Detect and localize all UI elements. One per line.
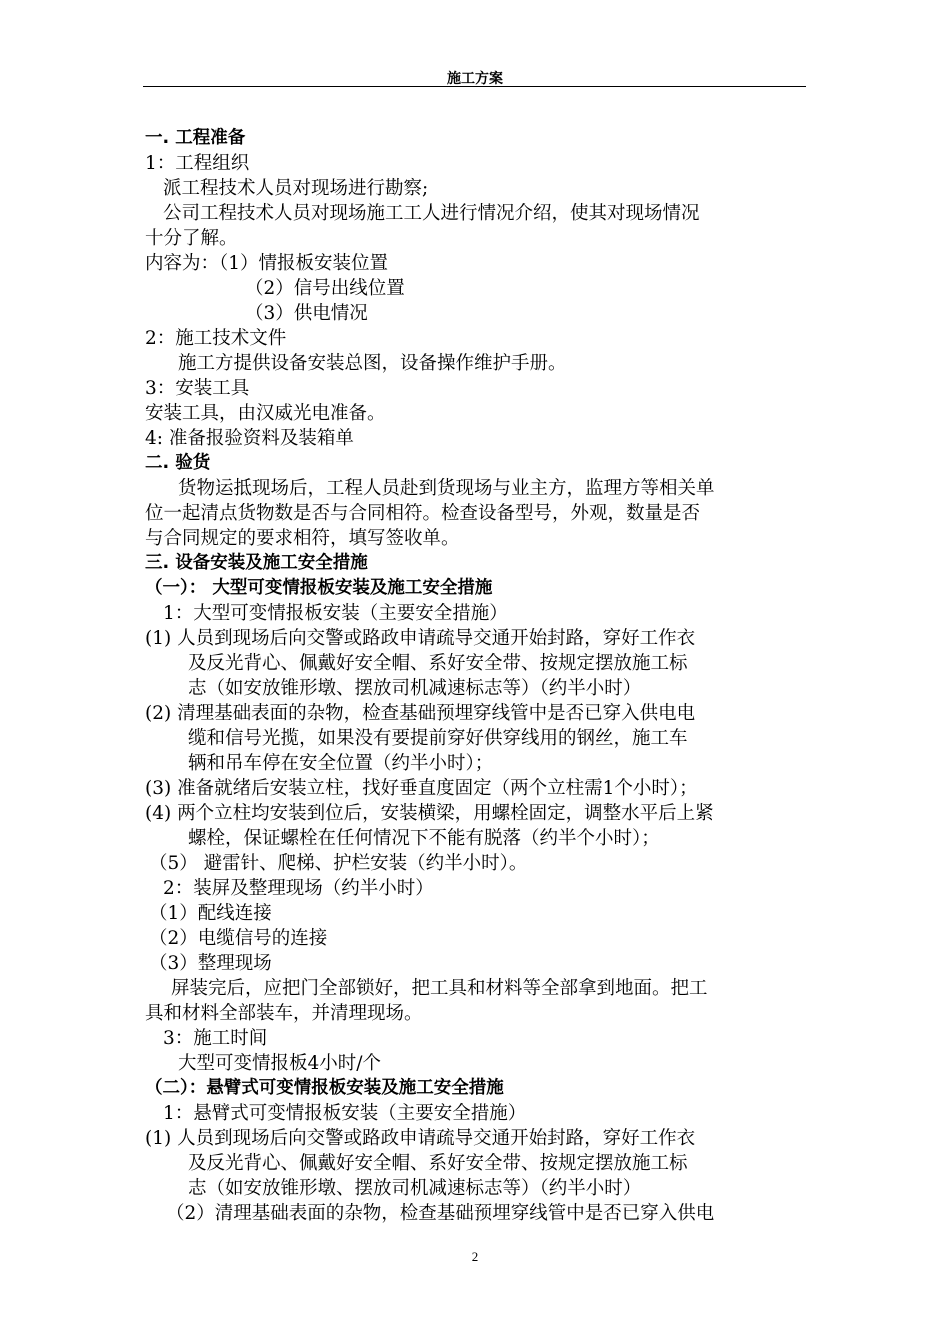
text-line: (3) 准备就绪后安装立柱，找好垂直度固定（两个立柱需1个小时）； (145, 778, 698, 799)
header-rule (143, 86, 806, 87)
text-line: 4: 准备报验资料及装箱单 (145, 428, 354, 449)
text-line: 及反光背心、佩戴好安全帽、系好安全带、按规定摆放施工标 (188, 1153, 688, 1174)
text-line: （1）配线连接 (149, 903, 272, 924)
text-line: 屏装完后，应把门全部锁好，把工具和材料等全部拿到地面。把工 (171, 978, 708, 999)
text-line: 志（如安放锥形墩、摆放司机减速标志等）（约半小时） (188, 1178, 642, 1199)
text-line: 具和材料全部装车，并清理现场。 (145, 1003, 423, 1024)
text-line: （5） 避雷针、爬梯、护栏安装（约半小时）。 (149, 853, 528, 874)
section-heading: （二）：悬臂式可变情报板安装及施工安全措施 (145, 1078, 504, 1098)
document-body (145, 126, 810, 1226)
text-line: 2：施工技术文件 (145, 328, 287, 349)
text-line: 大型可变情报板4小时/个 (178, 1053, 382, 1074)
text-line: 2：装屏及整理现场（约半小时） (163, 878, 434, 899)
header-title: 施工方案 (447, 71, 503, 87)
section-heading: 三. 设备安装及施工安全措施 (145, 553, 368, 573)
text-line: 3：施工时间 (163, 1028, 268, 1049)
section-heading: 一. 工程准备 (145, 128, 246, 148)
text-line: 公司工程技术人员对现场施工工人进行情况介绍，使其对现场情况 (163, 203, 700, 224)
text-line: 货物运抵现场后，工程人员赴到货现场与业主方，监理方等相关单 (178, 478, 715, 499)
text-line: 施工方提供设备安装总图，设备操作维护手册。 (178, 353, 567, 374)
text-line: 派工程技术人员对现场进行勘察; (163, 178, 429, 199)
text-line: 位一起清点货物数是否与合同相符。检查设备型号，外观，数量是否 (145, 503, 701, 524)
text-line: 内容为：（1）情报板安装位置 (145, 253, 389, 274)
text-line: 与合同规定的要求相符，填写签收单。 (145, 528, 460, 549)
text-line: （3）供电情况 (245, 303, 368, 324)
text-line: 1：工程组织 (145, 153, 250, 174)
text-line: (1) 人员到现场后向交警或路政申请疏导交通开始封路，穿好工作衣 (145, 1128, 696, 1149)
text-line: (1) 人员到现场后向交警或路政申请疏导交通开始封路，穿好工作衣 (145, 628, 696, 649)
text-line: 缆和信号光揽，如果没有要提前穿好供穿线用的钢丝，施工车 (188, 728, 688, 749)
section-heading: 二. 验货 (145, 453, 211, 473)
text-line: 3：安装工具 (145, 378, 250, 399)
text-line: (2) 清理基础表面的杂物，检查基础预埋穿线管中是否已穿入供电电 (145, 703, 696, 724)
text-line: 辆和吊车停在安全位置（约半小时）； (188, 753, 494, 774)
text-line: 1：大型可变情报板安装（主要安全措施） (163, 603, 508, 624)
text-line: 志（如安放锥形墩、摆放司机减速标志等）（约半小时） (188, 678, 642, 699)
text-line: 1：悬臂式可变情报板安装（主要安全措施） (163, 1103, 527, 1124)
text-line: 安装工具，由汉威光电准备。 (145, 403, 386, 424)
text-line: 及反光背心、佩戴好安全帽、系好安全带、按规定摆放施工标 (188, 653, 688, 674)
text-line: 十分了解。 (145, 228, 238, 249)
text-line: （3）整理现场 (149, 953, 272, 974)
text-line: (4) 两个立柱均安装到位后，安装横梁，用螺栓固定，调整水平后上紧 (145, 803, 714, 824)
section-heading: （一）： 大型可变情报板安装及施工安全措施 (145, 578, 493, 598)
page-number: 2 (471, 1249, 479, 1264)
text-line: 螺栓，保证螺栓在任何情况下不能有脱落（约半个小时）； (188, 828, 660, 849)
text-line: （2）信号出线位置 (245, 278, 405, 299)
text-line: （2）清理基础表面的杂物，检查基础预埋穿线管中是否已穿入供电 (166, 1203, 715, 1224)
text-line: （2）电缆信号的连接 (149, 928, 328, 949)
